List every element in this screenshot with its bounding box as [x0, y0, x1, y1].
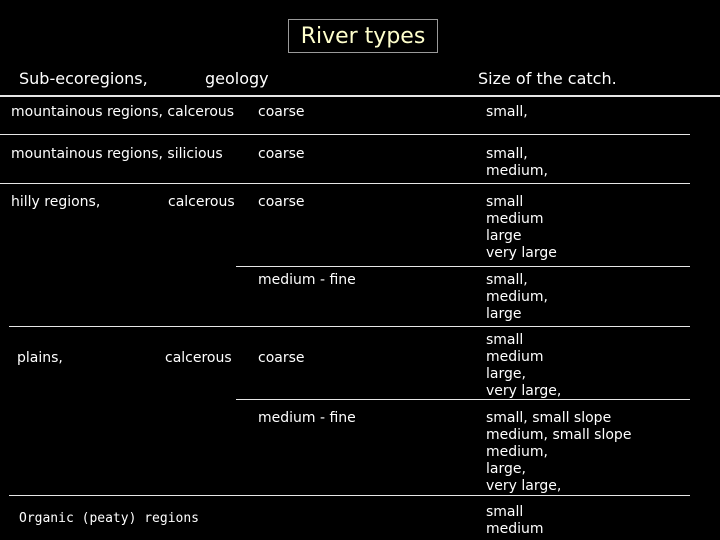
header-subecoregions: Sub-ecoregions,: [19, 69, 148, 88]
size-line: medium: [486, 349, 544, 365]
row-divider: [236, 266, 690, 267]
size-line: small,: [486, 146, 528, 162]
size-line: medium,: [486, 444, 548, 460]
substrate-cell: medium - fine: [258, 272, 356, 288]
size-cell: [486, 504, 544, 538]
substrate-cell: coarse: [258, 146, 305, 162]
size-line: small,: [486, 272, 528, 288]
substrate-cell: coarse: [258, 194, 305, 210]
size-line: very large,: [486, 478, 562, 494]
substrate-cell: medium - fine: [258, 410, 356, 426]
region-cell: mountainous regions, calcerous: [11, 104, 235, 120]
size-line: large,: [486, 461, 526, 477]
row-divider: [9, 495, 690, 496]
size-cell: [486, 146, 548, 180]
region-cell: plains,: [17, 350, 63, 366]
size-line: large,: [486, 366, 526, 382]
size-cell: [486, 272, 548, 323]
size-cell: [486, 194, 557, 262]
size-line: small: [486, 504, 524, 520]
header-catch-size: Size of the catch.: [478, 69, 617, 88]
size-line: small: [486, 194, 524, 210]
slide-title: River types: [288, 19, 438, 53]
region-cell: Organic (peaty) regions: [19, 511, 200, 526]
size-line: medium,: [486, 289, 548, 305]
substrate-cell: coarse: [258, 350, 305, 366]
size-cell: [486, 410, 631, 495]
geology-cell: calcerous: [165, 350, 232, 366]
size-line: medium, small slope: [486, 427, 632, 443]
size-line: medium: [486, 211, 544, 227]
size-line: large: [486, 228, 522, 244]
row-divider: [0, 183, 690, 184]
row-divider: [9, 326, 690, 327]
geology-cell: calcerous: [168, 194, 235, 210]
size-line: large: [486, 306, 522, 322]
size-cell: [486, 104, 528, 121]
region-cell: mountainous regions, silicious: [11, 146, 223, 162]
size-line: very large: [486, 245, 557, 261]
size-line: small,: [486, 104, 528, 120]
size-line: medium,: [486, 163, 548, 179]
size-line: medium: [486, 521, 544, 537]
header-geology: geology: [205, 69, 269, 88]
region-cell: hilly regions,: [11, 194, 101, 210]
substrate-cell: coarse: [258, 104, 305, 120]
row-divider: [236, 399, 690, 400]
row-divider: [0, 134, 690, 135]
size-line: small: [486, 332, 524, 348]
header-divider: [0, 95, 720, 97]
size-cell: [486, 332, 561, 400]
size-line: very large,: [486, 383, 562, 399]
size-line: small, small slope: [486, 410, 612, 426]
